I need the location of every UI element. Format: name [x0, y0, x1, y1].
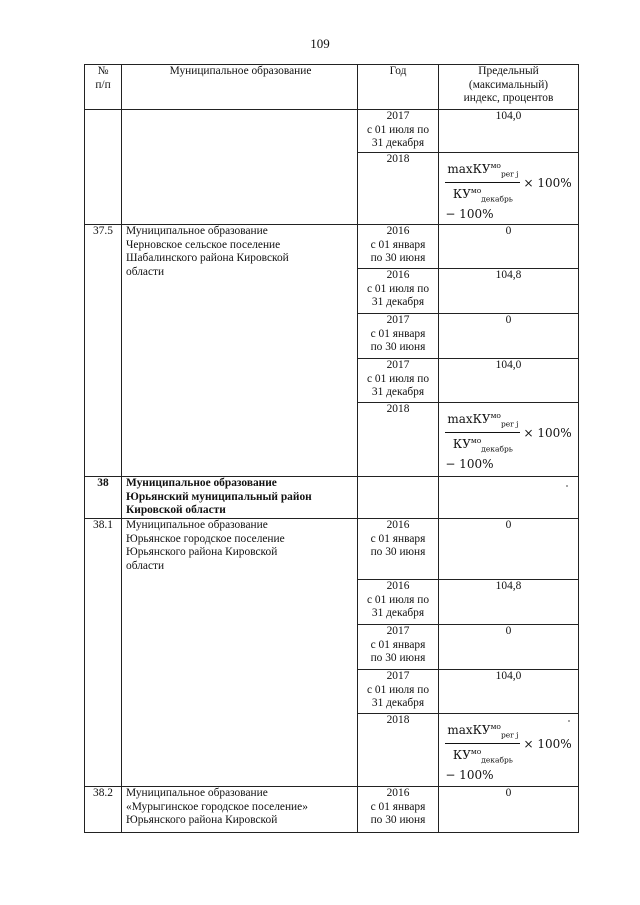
name-cell: Муниципальное образование Юрьянский муниципальный район Кировской области [122, 477, 358, 519]
formula-fraction [445, 409, 520, 457]
year-cell: 2017 с 01 июля по 31 декабря [358, 110, 439, 153]
index-value: 104,0 [439, 110, 579, 153]
index-formula-cell [439, 403, 579, 477]
name-cell: Муниципальное образование «Мурыгинское городское поселение» Юрьянского района Кировской [122, 787, 358, 833]
formula-minus: − 100% [445, 767, 494, 782]
table-row [85, 110, 579, 153]
formula-denominator: $КУ^{мо}_{декабрь}$ [452, 747, 513, 765]
tariff-index-table [84, 64, 579, 833]
table-row [85, 225, 579, 269]
index-value: 0 [439, 625, 579, 670]
year-cell: 2017 с 01 июля по 31 декабря [358, 359, 439, 403]
year-cell: 2016 с 01 января по 30 июня [358, 787, 439, 833]
index-value: 104,8 [439, 269, 579, 314]
year-cell [358, 477, 439, 519]
formula-multiplier: × 100% [523, 175, 572, 190]
index-formula [445, 720, 571, 782]
year-cell: 2018 [358, 153, 439, 225]
index-formula-cell [439, 153, 579, 225]
index-value: 104,8 [439, 580, 579, 625]
index-value: 104,0 [439, 359, 579, 403]
num-cell: 37.5 [85, 225, 122, 477]
formula-multiplier: × 100% [523, 736, 572, 751]
formula-denominator: $КУ^{мо}_{декабрь}$ [452, 436, 513, 454]
table-row [85, 519, 579, 580]
name-cell [122, 110, 358, 225]
num-cell: 38.1 [85, 519, 122, 787]
name-cell: Муниципальное образование Юрьянское городское поселение Юрьянского района Кировской области [122, 519, 358, 787]
index-value: 104,0 [439, 670, 579, 714]
formula-fraction [445, 720, 520, 768]
year-cell: 2018 [358, 403, 439, 477]
header-num: № п/п [85, 65, 122, 110]
num-cell [85, 110, 122, 225]
year-cell: 2017 с 01 июля по 31 декабря [358, 670, 439, 714]
index-formula-cell [439, 714, 579, 787]
index-value: 0 [439, 519, 579, 580]
index-value: 0 [439, 787, 579, 833]
index-value: 0 [439, 314, 579, 359]
formula-multiplier: × 100% [523, 425, 572, 440]
index-formula [445, 159, 571, 221]
header-index: Предельный (максимальный) индекс, процентов [439, 65, 579, 110]
year-cell: 2016 с 01 января по 30 июня [358, 519, 439, 580]
year-cell: 2016 с 01 июля по 31 декабря [358, 269, 439, 314]
year-cell: 2016 с 01 января по 30 июня [358, 225, 439, 269]
table-row [85, 477, 579, 519]
year-cell: 2018 [358, 714, 439, 787]
formula-fraction [445, 159, 520, 207]
num-cell: 38.2 [85, 787, 122, 833]
year-cell: 2017 с 01 января по 30 июня [358, 314, 439, 359]
page-number: 109 [310, 36, 330, 51]
index-formula [445, 409, 571, 471]
header-year: Год [358, 65, 439, 110]
index-cell [439, 477, 579, 519]
index-value: 0 [439, 225, 579, 269]
scan-speckle [568, 720, 570, 722]
year-cell: 2016 с 01 июля по 31 декабря [358, 580, 439, 625]
header-name: Муниципальное образование [122, 65, 358, 110]
formula-minus: − 100% [445, 206, 494, 221]
formula-denominator: $КУ^{мо}_{декабрь}$ [452, 186, 513, 204]
name-cell: Муниципальное образование Черновское сельское поселение Шабалинского района Кировской области [122, 225, 358, 477]
formula-numerator: maxКУ$^{мо}_{per j}$ [445, 159, 520, 183]
formula-minus: − 100% [445, 456, 494, 471]
num-cell: 38 [85, 477, 122, 519]
scan-speckle [566, 485, 568, 487]
table-header-row [85, 65, 579, 110]
formula-numerator: maxКУ$^{мо}_{per j}$ [445, 409, 520, 433]
year-cell: 2017 с 01 января по 30 июня [358, 625, 439, 670]
formula-numerator: maxКУ$^{мо}_{per j}$ [445, 720, 520, 744]
table-row [85, 787, 579, 833]
